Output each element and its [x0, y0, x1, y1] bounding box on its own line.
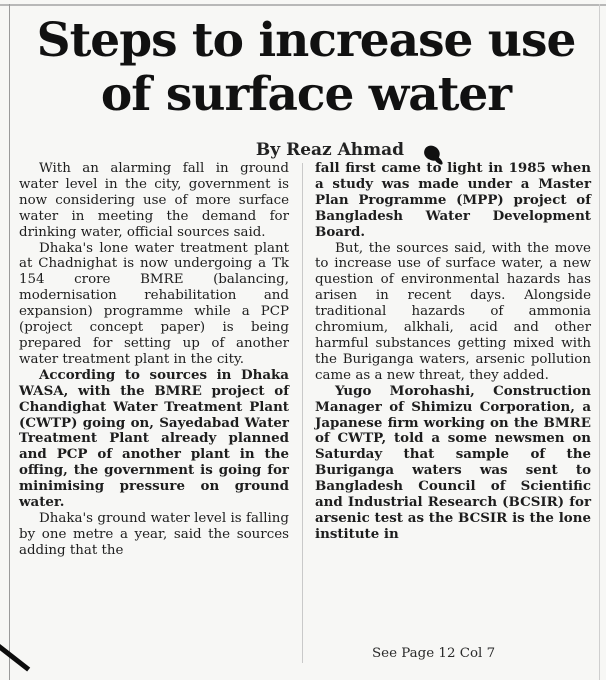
headline: [14, 14, 598, 122]
paragraph: Dhaka's ground water level is falling by one metre a year, said the sources adding that the: [19, 510, 289, 558]
paragraph: With an alarming fall in ground water level in the city, government is now considering use of more surface water in meeting the demand for drinking water, official sources said.: [19, 161, 289, 240]
continuation-line: See Page 12 Col 7: [372, 646, 496, 661]
byline: By Reaz Ahmad: [255, 140, 405, 160]
right-column: [315, 161, 591, 543]
left-column-rule: [9, 4, 10, 680]
column-divider: [302, 163, 303, 663]
scan-scratch-mark: [0, 641, 30, 672]
paragraph: But, the sources said, with the move to increase use of surface water, a new question of environmental hazards has arisen in recent days. Alongside traditional hazards of ammonia chromium, alkhali, acid and other harmful substances getting mixed with the Buriganga waters, arsenic pollution came as a new threat, they added.: [315, 240, 591, 383]
headline-line-1: Steps to increase use: [36, 13, 576, 68]
paragraph: According to sources in Dhaka WASA, with the BMRE project of Chandighat Water Treatment Plant (CWTP) going on, Sayedabad Water Treatment Plant already planned and PCP of another plant in the offing, the government is going for minimising pressure on ground water.: [19, 366, 289, 511]
paragraph: Yugo Morohashi, Construction Manager of Shimizu Corporation, a Japanese firm working on the BMRE of CWTP, told a some newsmen on Saturday that sample of the Buriganga waters was sent to Bangladesh Council of Scientific and Industrial Research (BCSIR) for arsenic test as the BCSIR is the lone institute in: [315, 382, 591, 542]
paragraph: fall first came to light in 1985 when a study was made under a Master Plan Programme (MPP) project of Bangladesh Water Development Board.: [315, 160, 591, 240]
right-column-rule: [599, 4, 600, 680]
headline-line-2: of surface water: [100, 67, 512, 122]
top-rule: [0, 4, 606, 6]
left-column: [19, 161, 289, 559]
paragraph: Dhaka's lone water treatment plant at Chadnighat is now undergoing a Tk 154 crore BMRE (balancing, modernisation rehabilitation and expansion) programme while a PCP (project concept paper) is being prepared for setting up of another water treatment plant in the city.: [19, 240, 289, 367]
